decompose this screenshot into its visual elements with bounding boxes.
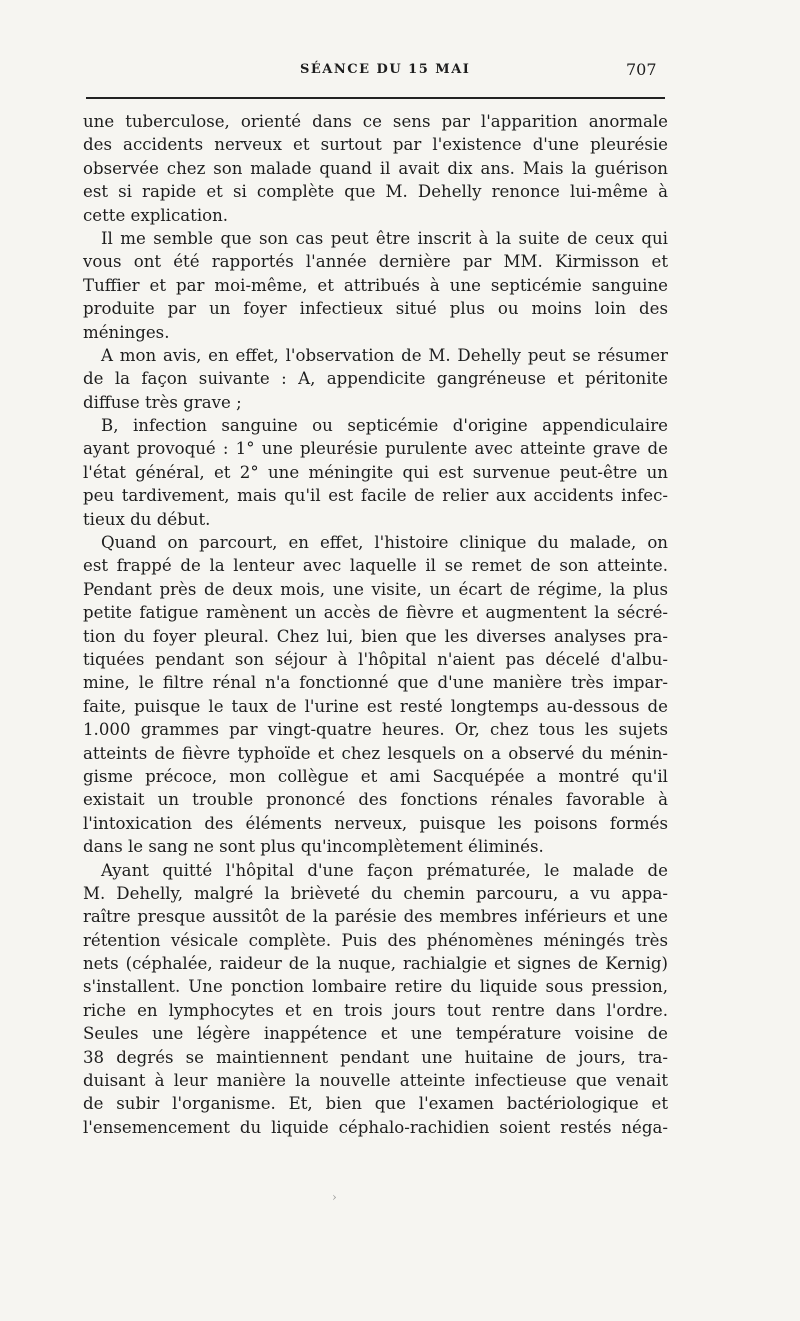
text-line: ayant provoqué : 1° une pleurésie purulente avec atteinte grave de: [83, 439, 668, 459]
text-line: est frappé de la lenteur avec laquelle il se remet de son atteinte.: [83, 556, 668, 576]
text-line: faite, puisque le taux de l'urine est resté longtemps au-dessous de: [83, 696, 668, 716]
text-line: existait un trouble prononcé des fonctions rénales favorable à: [83, 790, 668, 810]
text-line: B, infection sanguine ou septicémie d'origine appendiculaire: [101, 416, 668, 436]
page-number: 707: [626, 60, 657, 79]
text-line: atteints de fièvre typhoïde et chez lesquels on a observé du ménin-: [83, 743, 668, 763]
text-line: de la façon suivante : A, appendicite gangréneuse et péritonite: [83, 369, 668, 389]
text-line: de subir l'organisme. Et, bien que l'examen bactériologique et: [83, 1094, 668, 1114]
text-line: peu tardivement, mais qu'il est facile de relier aux accidents infec-: [83, 486, 668, 506]
ink-speck: ›: [332, 1190, 337, 1204]
text-line: Il me semble que son cas peut être inscrit à la suite de ceux qui: [101, 228, 668, 248]
text-line: produite par un foyer infectieux situé plus ou moins loin des: [83, 299, 668, 319]
text-line: Seules une légère inappétence et une température voisine de: [83, 1024, 668, 1044]
text-line: dans le sang ne sont plus qu'incomplètement éliminés.: [83, 837, 544, 857]
text-line: tion du foyer pleural. Chez lui, bien que les diverses analyses pra-: [83, 626, 668, 646]
text-line: vous ont été rapportés l'année dernière par MM. Kirmisson et: [83, 252, 668, 272]
text-line: tiquées pendant son séjour à l'hôpital n'aient pas décelé d'albu-: [83, 649, 668, 669]
text-line: 1.000 grammes par vingt-quatre heures. Or, chez tous les sujets: [83, 720, 668, 740]
text-line: des accidents nerveux et surtout par l'existence d'une pleurésie: [83, 135, 668, 155]
text-line: riche en lymphocytes et en trois jours tout rentre dans l'ordre.: [83, 1000, 668, 1020]
text-line: 38 degrés se maintiennent pendant une huitaine de jours, tra-: [83, 1047, 668, 1067]
text-line: tieux du début.: [83, 509, 211, 529]
text-line: méninges.: [83, 322, 170, 342]
text-line: l'état général, et 2° une méningite qui est survenue peut-être un: [83, 462, 668, 482]
text-line: M. Dehelly, malgré la brièveté du chemin parcouru, a vu appa-: [83, 883, 668, 903]
text-line: observée chez son malade quand il avait dix ans. Mais la guérison: [83, 158, 668, 178]
text-line: gisme précoce, mon collègue et ami Sacquépée a montré qu'il: [83, 766, 668, 786]
text-line: est si rapide et si complète que M. Dehelly renonce lui-même à: [83, 182, 668, 202]
text-line: l'intoxication des éléments nerveux, puisque les poisons formés: [83, 813, 668, 833]
text-line: nets (céphalée, raideur de la nuque, rachialgie et signes de Kernig): [83, 954, 668, 974]
header-rule: [86, 97, 665, 99]
text-line: l'ensemencement du liquide céphalo-rachidien soient restés néga-: [83, 1117, 668, 1137]
running-head: SÉANCE DU 15 MAI: [300, 62, 471, 77]
page-header: [0, 60, 800, 88]
text-line: s'installent. Une ponction lombaire retire du liquide sous pression,: [83, 977, 668, 997]
text-line: A mon avis, en effet, l'observation de M. Dehelly peut se résumer: [101, 345, 668, 365]
text-line: cette explication.: [83, 205, 229, 225]
text-line: Quand on parcourt, en effet, l'histoire clinique du malade, on: [101, 533, 668, 553]
text-line: Tuffier et par moi-même, et attribués à une septicémie sanguine: [83, 275, 668, 295]
text-line: petite fatigue ramènent un accès de fièvre et augmentent la sécré-: [83, 603, 668, 623]
text-line: Pendant près de deux mois, une visite, un écart de régime, la plus: [83, 579, 668, 599]
text-line: diffuse très grave ;: [83, 392, 242, 412]
text-line: rétention vésicale complète. Puis des phénomènes méningés très: [83, 930, 668, 950]
text-line: duisant à leur manière la nouvelle atteinte infectieuse que venait: [83, 1071, 668, 1091]
body-text: [83, 110, 668, 1139]
text-line: mine, le filtre rénal n'a fonctionné que d'une manière très impar-: [83, 673, 668, 693]
text-line: Ayant quitté l'hôpital d'une façon prématurée, le malade de: [101, 860, 668, 880]
text-line: une tuberculose, orienté dans ce sens par l'apparition anormale: [83, 112, 668, 131]
text-line: raître presque aussitôt de la parésie des membres inférieurs et une: [83, 907, 668, 927]
